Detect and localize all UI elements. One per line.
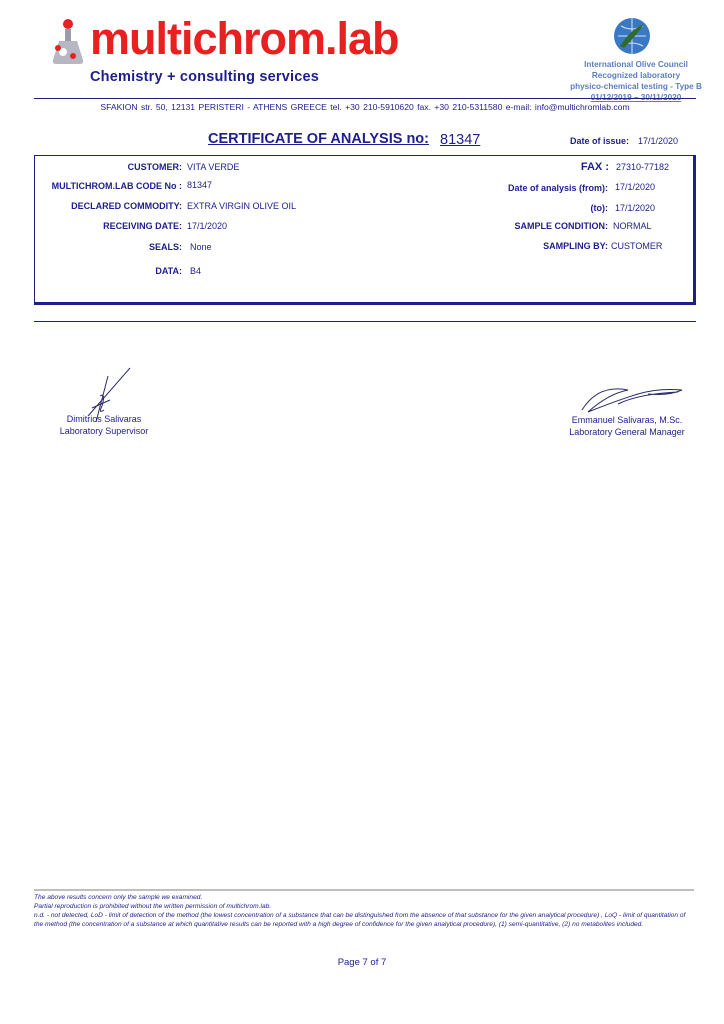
logo-part2: chrom.lab: [192, 13, 399, 64]
flask-logo-icon: [50, 18, 86, 66]
manager-title: Laboratory General Manager: [569, 427, 685, 437]
customer-label: CUSTOMER:: [127, 162, 182, 172]
footer-note-3: n.d. - not detected, LoD - limit of detection of the method (the lowest concentration of a substance that can be distinguished from the absence of that substance for the given analytical procedure) , LoQ - limit of quantitation of the method (the concentration of a substance at which quantitative results can be reported with a high degree of confidence for the given analytical procedure), (1) semi-quantitative, (2) no metabolites included.: [34, 912, 686, 928]
page-number: Page 7 of 7: [337, 957, 387, 968]
receiving-date-value: 17/1/2020: [187, 221, 228, 231]
sample-condition-value: NORMAL: [613, 221, 652, 231]
manager-signature: [578, 380, 688, 416]
address-line: SFAKION str. 50, 12131 PERISTERI - ATHENS GREECE tel. +30 210-5910620 fax. +30 210-5311580 e-mail: info@multichromlab.com: [100, 102, 630, 112]
certificate-title: CERTIFICATE OF ANALYSIS no:: [208, 131, 429, 147]
data-label: DATA:: [155, 266, 182, 276]
ioc-accreditation: [556, 59, 716, 103]
brand-logo-text: [90, 14, 399, 64]
footer-divider: [34, 889, 694, 891]
section-divider: [34, 321, 696, 322]
sampling-by-label: SAMPLING BY:: [543, 241, 608, 251]
receiving-date-label: RECEIVING DATE:: [103, 221, 182, 231]
ioc-line2: Recognized laboratory: [591, 71, 681, 80]
code-value: 81347: [187, 180, 213, 190]
ioc-line3: physico-chemical testing - Type B: [570, 82, 702, 91]
fax-label: FAX :: [580, 161, 609, 173]
analysis-to-value: 17/1/2020: [615, 203, 656, 213]
sampling-by-value: CUSTOMER: [611, 241, 663, 251]
certificate-number: 81347: [440, 132, 481, 148]
data-value: B4: [190, 266, 202, 276]
seals-label: SEALS:: [148, 242, 182, 252]
analysis-from-value: 17/1/2020: [615, 182, 656, 192]
header-divider: [34, 98, 696, 99]
supervisor-name: Dimitrios Salivaras: [66, 414, 142, 424]
logo-part1: multi: [90, 13, 193, 64]
commodity-label: DECLARED COMMODITY:: [71, 201, 182, 211]
ioc-line1: International Olive Council: [584, 60, 688, 69]
analysis-to-label: (to):: [590, 203, 608, 213]
commodity-value: EXTRA VIRGIN OLIVE OIL: [187, 201, 297, 211]
customer-value: VITA VERDE: [187, 162, 240, 172]
code-label: MULTICHROM.LAB CODE No :: [51, 181, 182, 191]
seals-value: None: [190, 242, 212, 252]
brand-tagline: Chemistry + consulting services: [90, 69, 320, 85]
sample-condition-label: SAMPLE CONDITION:: [514, 221, 608, 231]
issue-date-label: Date of issue:: [570, 136, 630, 146]
footer-note-2: Partial reproduction is prohibited without the written permission of multichrom.lab.: [34, 903, 272, 910]
supervisor-title: Laboratory Supervisor: [59, 426, 149, 436]
manager-name: Emmanuel Salivaras, M.Sc.: [571, 415, 683, 425]
ioc-globe-icon: [612, 16, 652, 56]
footer-note-1: The above results concern only the sample we examined.: [34, 894, 203, 901]
issue-date-value: 17/1/2020: [638, 136, 679, 146]
ioc-dates: 01/12/2019 – 30/11/2020: [590, 93, 682, 102]
fax-value: 27310-77182: [616, 162, 670, 172]
analysis-from-label: Date of analysis (from):: [507, 183, 608, 193]
